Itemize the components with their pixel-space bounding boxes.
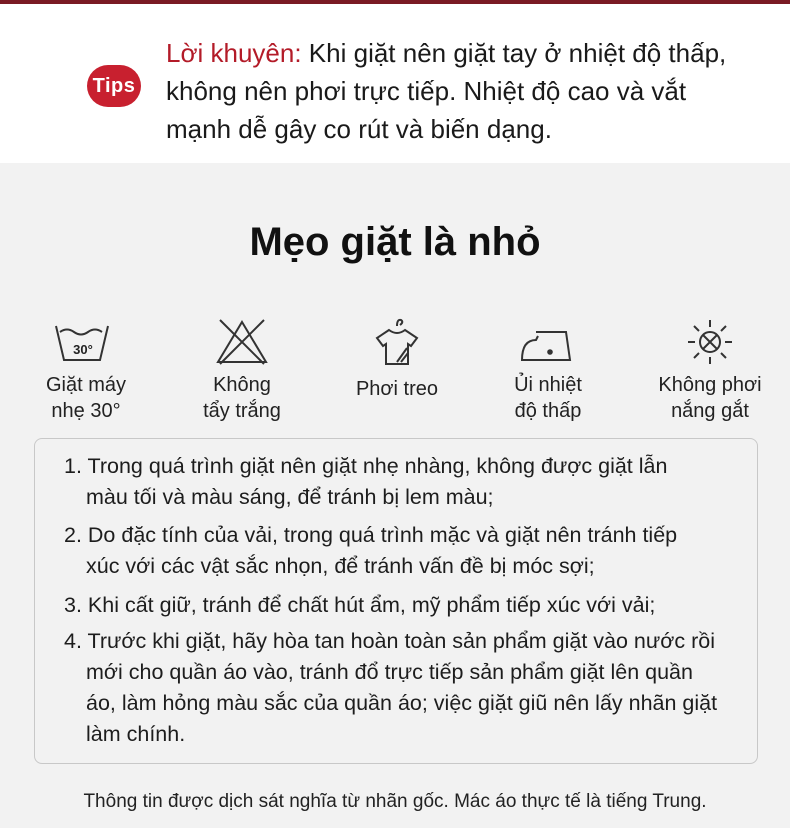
tips-label: Lời khuyên: [166, 38, 302, 68]
tips-line-2: không nên phơi trực tiếp. Nhiệt độ cao và vắt [166, 76, 687, 106]
tips-line-1 [166, 34, 766, 72]
care-label-no-sun [645, 372, 775, 424]
care-label-no-sun-line1: Không phơi [658, 374, 762, 396]
care-label-wash [34, 372, 138, 424]
list-item-2-line1: 2. Do đặc tính của vải, trong quá trình mặc và giặt nên tránh tiếp [64, 523, 678, 547]
no-sun-icon [680, 316, 740, 368]
list-item [64, 626, 754, 750]
care-label-no-bleach [186, 372, 298, 424]
care-label-hang-dry-line1: Phơi treo [355, 378, 439, 400]
care-label-low-iron [498, 372, 598, 424]
list-item-4-line3: áo, làm hỏng màu sắc của quần áo; việc giặt giũ nên lấy nhãn giặt [86, 691, 718, 715]
low-iron-icon [518, 316, 578, 368]
no-bleach-icon [212, 316, 272, 368]
tips-section [0, 4, 790, 162]
page-title: Mẹo giặt là nhỏ [249, 220, 541, 264]
care-label-low-iron-line2: độ thấp [514, 400, 582, 422]
list-item-3-line1: 3. Khi cất giữ, tránh để chất hút ẩm, mỹ phẩm tiếp xúc với vải; [64, 593, 656, 617]
care-label-no-bleach-line1: Không [213, 374, 271, 396]
care-label-hang-dry [345, 376, 449, 402]
hang-dry-icon [367, 316, 427, 368]
tips-badge: Tips [87, 65, 141, 107]
tips-line-3: mạnh dễ gây co rút và biến dạng. [166, 114, 552, 144]
list-item [64, 451, 754, 513]
list-item-4-line4: làm chính. [86, 722, 186, 746]
wash-30-icon [52, 316, 112, 368]
list-item-1-line2: màu tối và màu sáng, để tránh bị lem màu; [86, 485, 494, 509]
care-label-low-iron-line1: Ủi nhiệt [514, 374, 582, 396]
care-label-no-bleach-line2: tẩy trắng [203, 400, 281, 422]
footer-note: Thông tin được dịch sát nghĩa từ nhãn gốc. Mác áo thực tế là tiếng Trung. [83, 791, 707, 812]
list-item-2-line2: xúc với các vật sắc nhọn, để tránh vấn đề bị móc sợi; [86, 554, 595, 578]
list-item-4-line1: 4. Trước khi giặt, hãy hòa tan hoàn toàn sản phẩm giặt vào nước rồi [64, 629, 715, 653]
list-item [64, 520, 754, 582]
list-item-4-line2: mới cho quần áo vào, tránh đổ trực tiếp sản phẩm giặt lên quần [86, 660, 693, 684]
list-item-1-line1: 1. Trong quá trình giặt nên giặt nhẹ nhàng, không được giặt lẫn [64, 454, 668, 478]
tips-line-1-text: Khi giặt nên giặt tay ở nhiệt độ thấp, [301, 38, 727, 68]
care-label-wash-line1: Giặt máy [45, 374, 127, 396]
tips-text [166, 34, 766, 148]
care-label-no-sun-line2: nắng gắt [671, 400, 749, 422]
list-item [64, 590, 754, 621]
care-label-wash-line2: nhẹ 30° [51, 400, 121, 422]
wash-temp-badge: 30° [73, 342, 93, 357]
